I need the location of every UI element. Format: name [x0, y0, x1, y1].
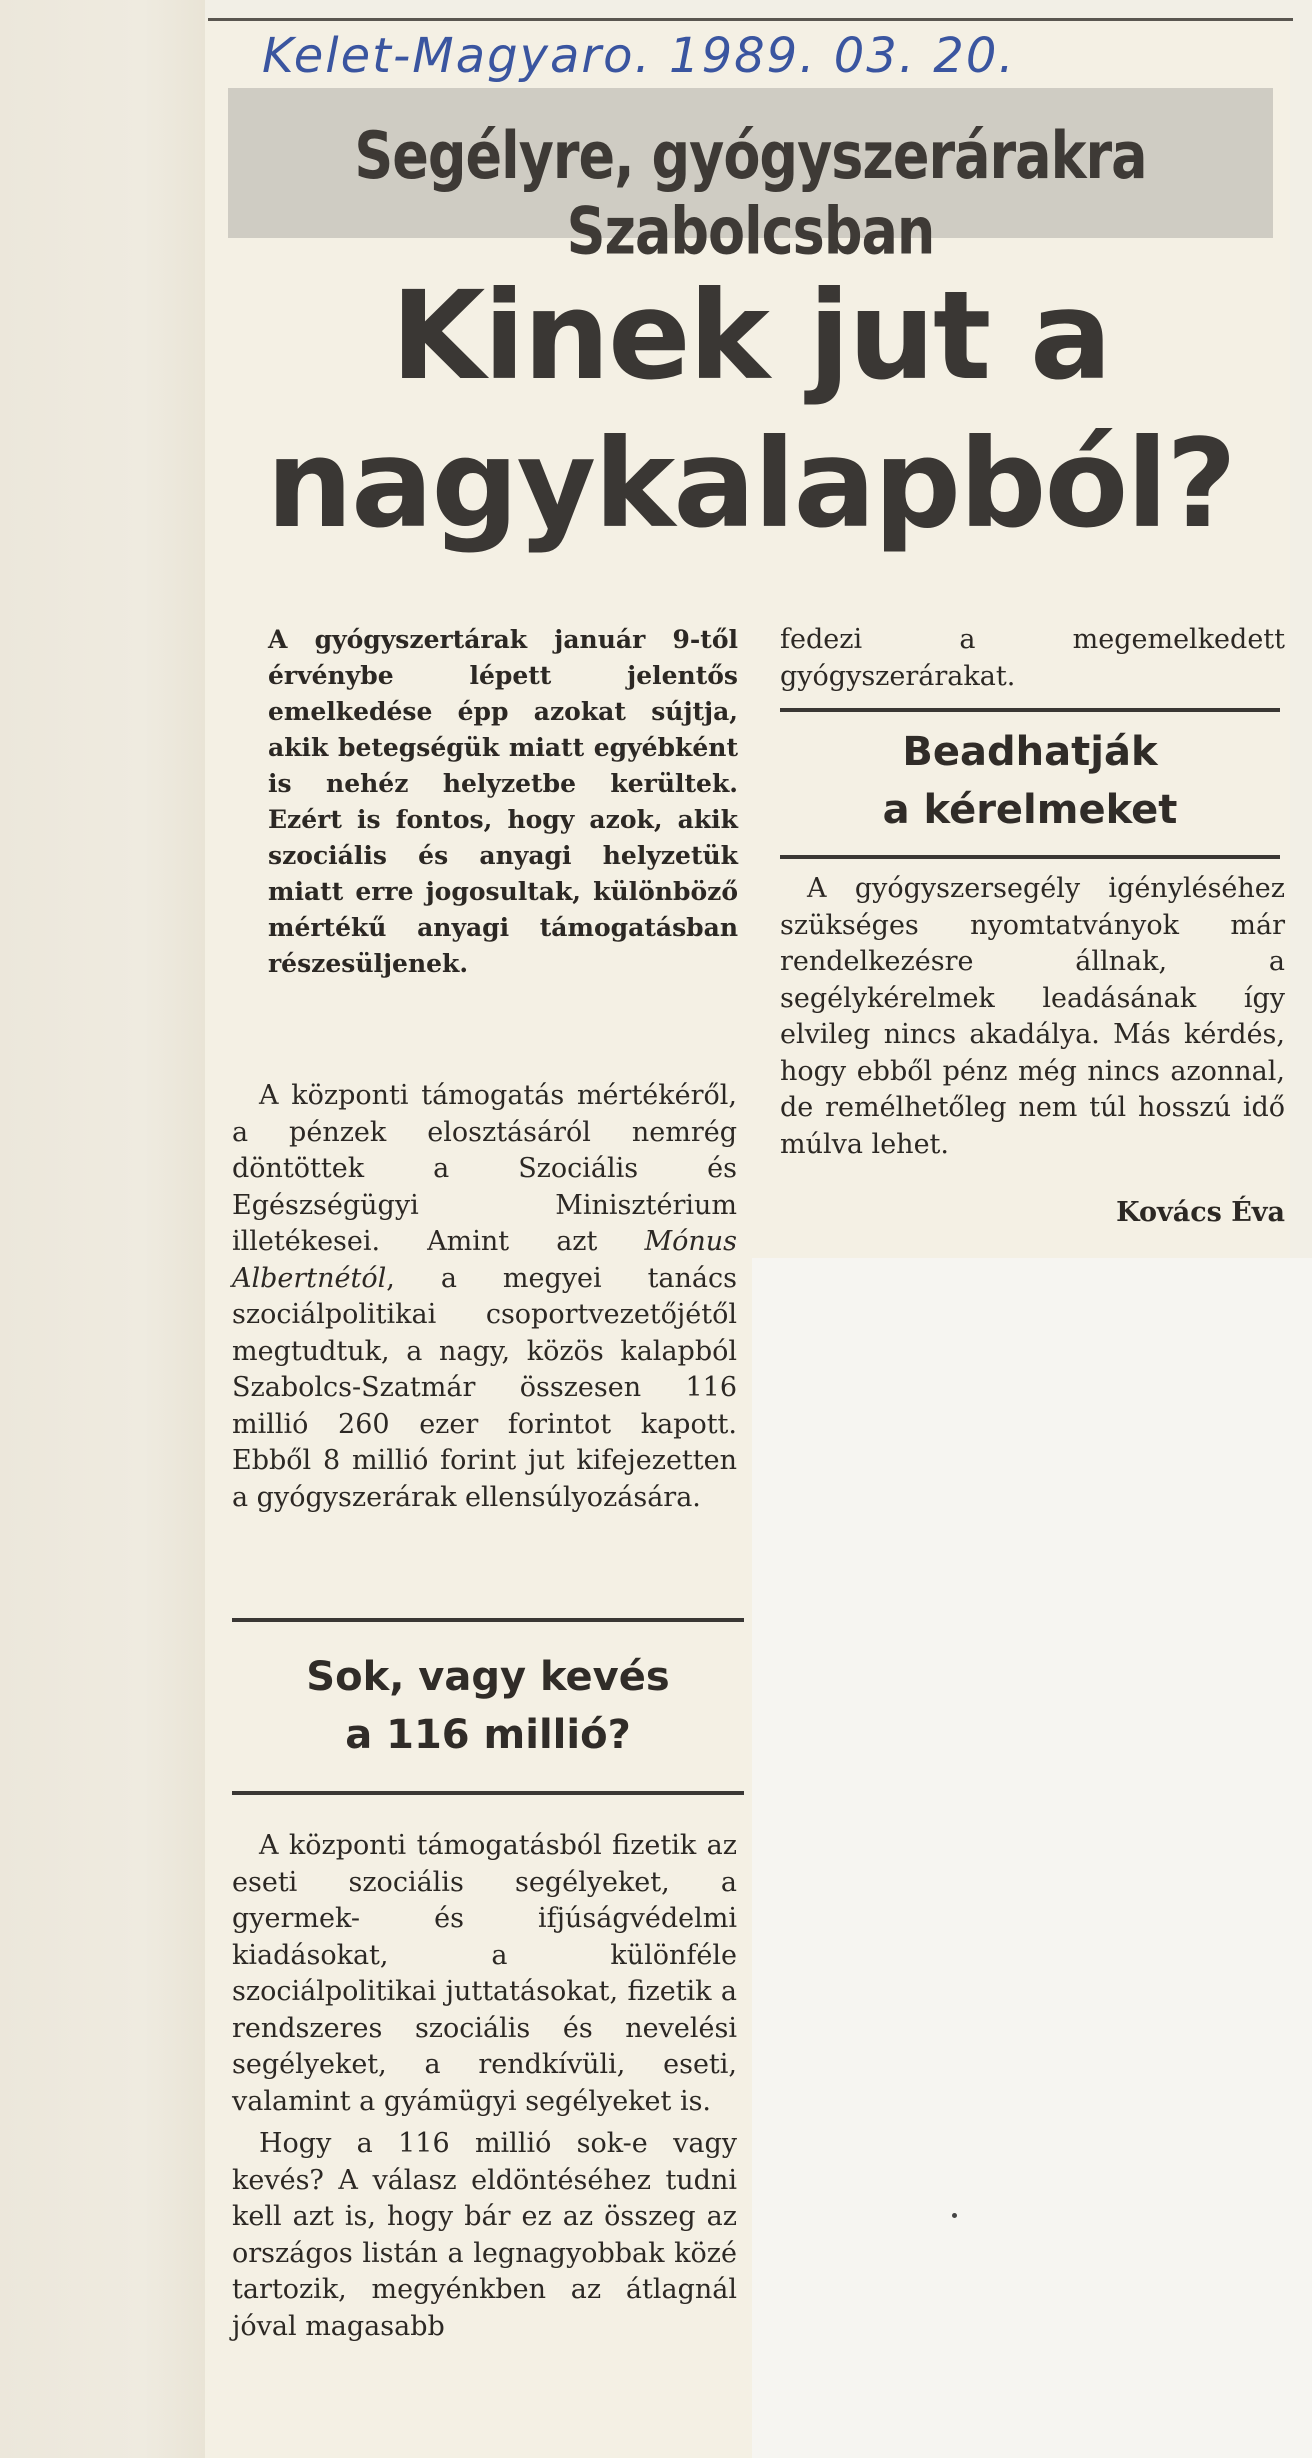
lead-paragraph: A gyógyszertárak január 9-től érvénybe lépett jelentős emelkedése épp azokat sújtja, akik betegségük miatt egyébként is nehéz helyzetbe kerültek. Ezért is fontos, hogy azok, akik szociális és anyagi helyzetük miatt erre jogosultak, különböző mértékű anyagi támogatásban részesüljenek. — [268, 625, 738, 978]
subhead-left-line-2: a 116 millió? — [345, 1712, 631, 1758]
scan-background — [0, 0, 205, 2458]
paragraph: A központi támogatás mértékéről, a pénzek elosztásáról nemrég döntöttek a Szociális és Egészségügyi Minisztérium illetékesei. Amint azt Mónus Albertnétól, a megyei tanács szociálpolitikai csoportvezetőjétől megtudtuk, a nagy, közös kalapból Szabolcs-Szatmár összesen 116 millió 260 ezer forintot kapott. Ebből 8 millió forint jut kifejezetten a gyógyszerárak ellensúlyozására. — [232, 1080, 737, 1513]
divider-rule — [780, 855, 1280, 859]
kicker: Segélyre, gyógyszerárakra Szabolcsban — [354, 118, 1147, 270]
left-column-section-1 — [232, 1078, 737, 1522]
handwritten-source-date: Kelet-Magyaro. 1989. 03. 20. — [262, 28, 1016, 84]
paragraph: fedezi a megemelkedett gyógyszerárakat. — [780, 624, 1285, 692]
left-column-section-2 — [232, 1828, 737, 2351]
divider-rule — [232, 1618, 744, 1622]
right-column-section — [780, 871, 1285, 1169]
divider-rule — [232, 1791, 744, 1795]
subhead-right-line-1: Beadhatják — [902, 729, 1158, 775]
subhead-right-line-2: a kérelmeket — [882, 787, 1178, 833]
paragraph: A központi támogatásból fizetik az eseti szociális segélyeket, a gyermek- és ifjúságvédelmi kiadásokat, a különféle szociálpolitikai juttatásokat, fizetik a rendszeres szociális és nevelési segélyeket, a rendkívüli, eseti, valamint a gyámügyi segélyeket is. — [232, 1830, 737, 2117]
subhead-left-line-1: Sok, vagy kevés — [306, 1654, 670, 1700]
top-border-line — [208, 18, 1293, 21]
author-byline: Kovács Éva — [1116, 1197, 1285, 1228]
right-column-continuation — [780, 622, 1285, 701]
blank-paper-area — [752, 1258, 1312, 2458]
subhead-left — [232, 1648, 744, 1764]
paragraph: Hogy a 116 millió sok-e vagy kevés? A válasz eldöntéséhez tudni kell azt is, hogy bár ez az összeg az országos listán a legnagyobbak közé tartozik, megyénkben az átlagnál jóval magasabb — [232, 2128, 737, 2342]
paragraph: A gyógyszersegély igényléséhez szükséges nyomtatványok már rendelkezésre állnak, a segélykérelmek leadásának így elvileg nincs akadálya. Más kérdés, hogy ebből pénz még nincs azonnal, de remélhetőleg nem túl hosszú idő múlva lehet. — [780, 873, 1285, 1160]
headline-line-1: Kinek jut a — [390, 265, 1111, 407]
quoted-name: Mónus Albertnétól — [232, 1226, 737, 1294]
headline — [228, 262, 1273, 558]
divider-rule — [780, 708, 1280, 712]
subhead-right — [780, 723, 1280, 839]
headline-line-2: nagykalapból? — [266, 413, 1235, 555]
paper-speck — [952, 2213, 957, 2218]
